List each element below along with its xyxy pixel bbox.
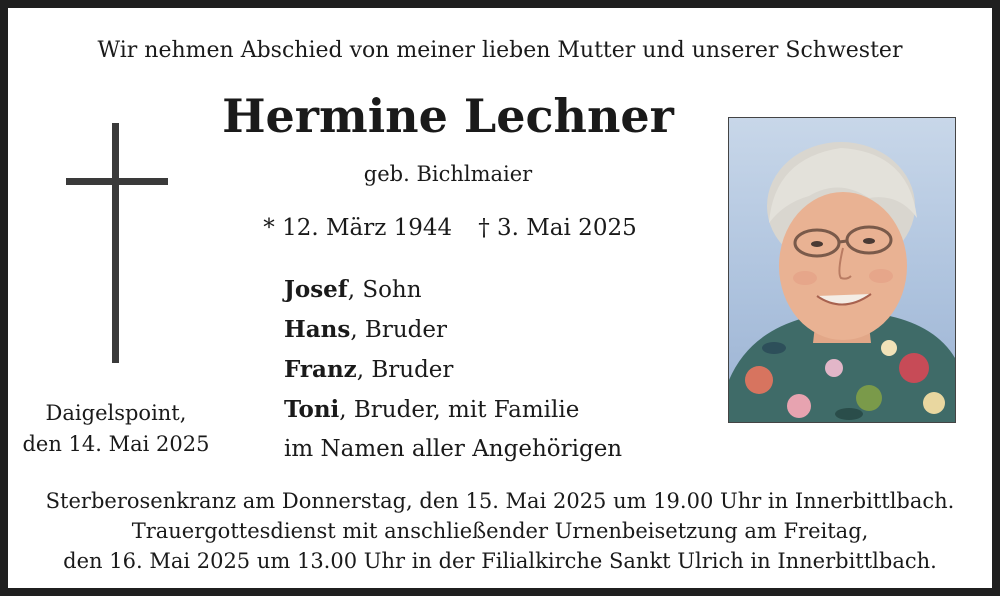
portrait-photo [728,117,956,423]
intro-text: Wir nehmen Abschied von meiner lieben Mutter und unserer Schwester [97,38,903,63]
mourners-list [284,270,704,469]
mourner-row [284,270,704,310]
mourner-relation: , Bruder [350,317,447,343]
mourner-relation: , Bruder [356,357,454,383]
obituary-card [8,8,992,588]
mourner-name: Josef [284,276,348,303]
service-info [8,486,992,576]
mourner-name: Franz [284,356,357,383]
death-date: † 3. Mai 2025 [478,215,637,241]
deceased-name: Hermine Lechner [222,89,674,143]
mourners-closing: im Namen aller Angehörigen [284,436,623,462]
service-line: Trauergottesdienst mit anschließender Urnenbeisetzung am Freitag, [131,519,869,543]
life-dates [240,212,660,244]
place-and-date [16,398,216,460]
mourner-row [284,390,704,430]
service-line: Sterberosenkranz am Donnerstag, den 15. Mai 2025 um 19.00 Uhr in Innerbittlbach. [45,489,955,513]
mourner-relation: , Bruder, mit Familie [339,397,580,423]
mourner-name: Toni [284,396,340,423]
mourner-relation: , Sohn [347,277,422,303]
mourner-name: Hans [284,316,351,343]
date: den 14. Mai 2025 [22,432,210,456]
cross-icon [66,123,168,363]
place: Daigelspoint, [45,401,187,425]
portrait-illustration [729,118,955,422]
mourner-row [284,310,704,350]
service-line: den 16. Mai 2025 um 13.00 Uhr in der Filialkirche Sankt Ulrich in Innerbittlbach. [63,549,937,573]
birth-date: * 12. März 1944 [263,215,453,241]
maiden-name: geb. Bichlmaier [363,162,533,186]
mourner-row [284,350,704,390]
